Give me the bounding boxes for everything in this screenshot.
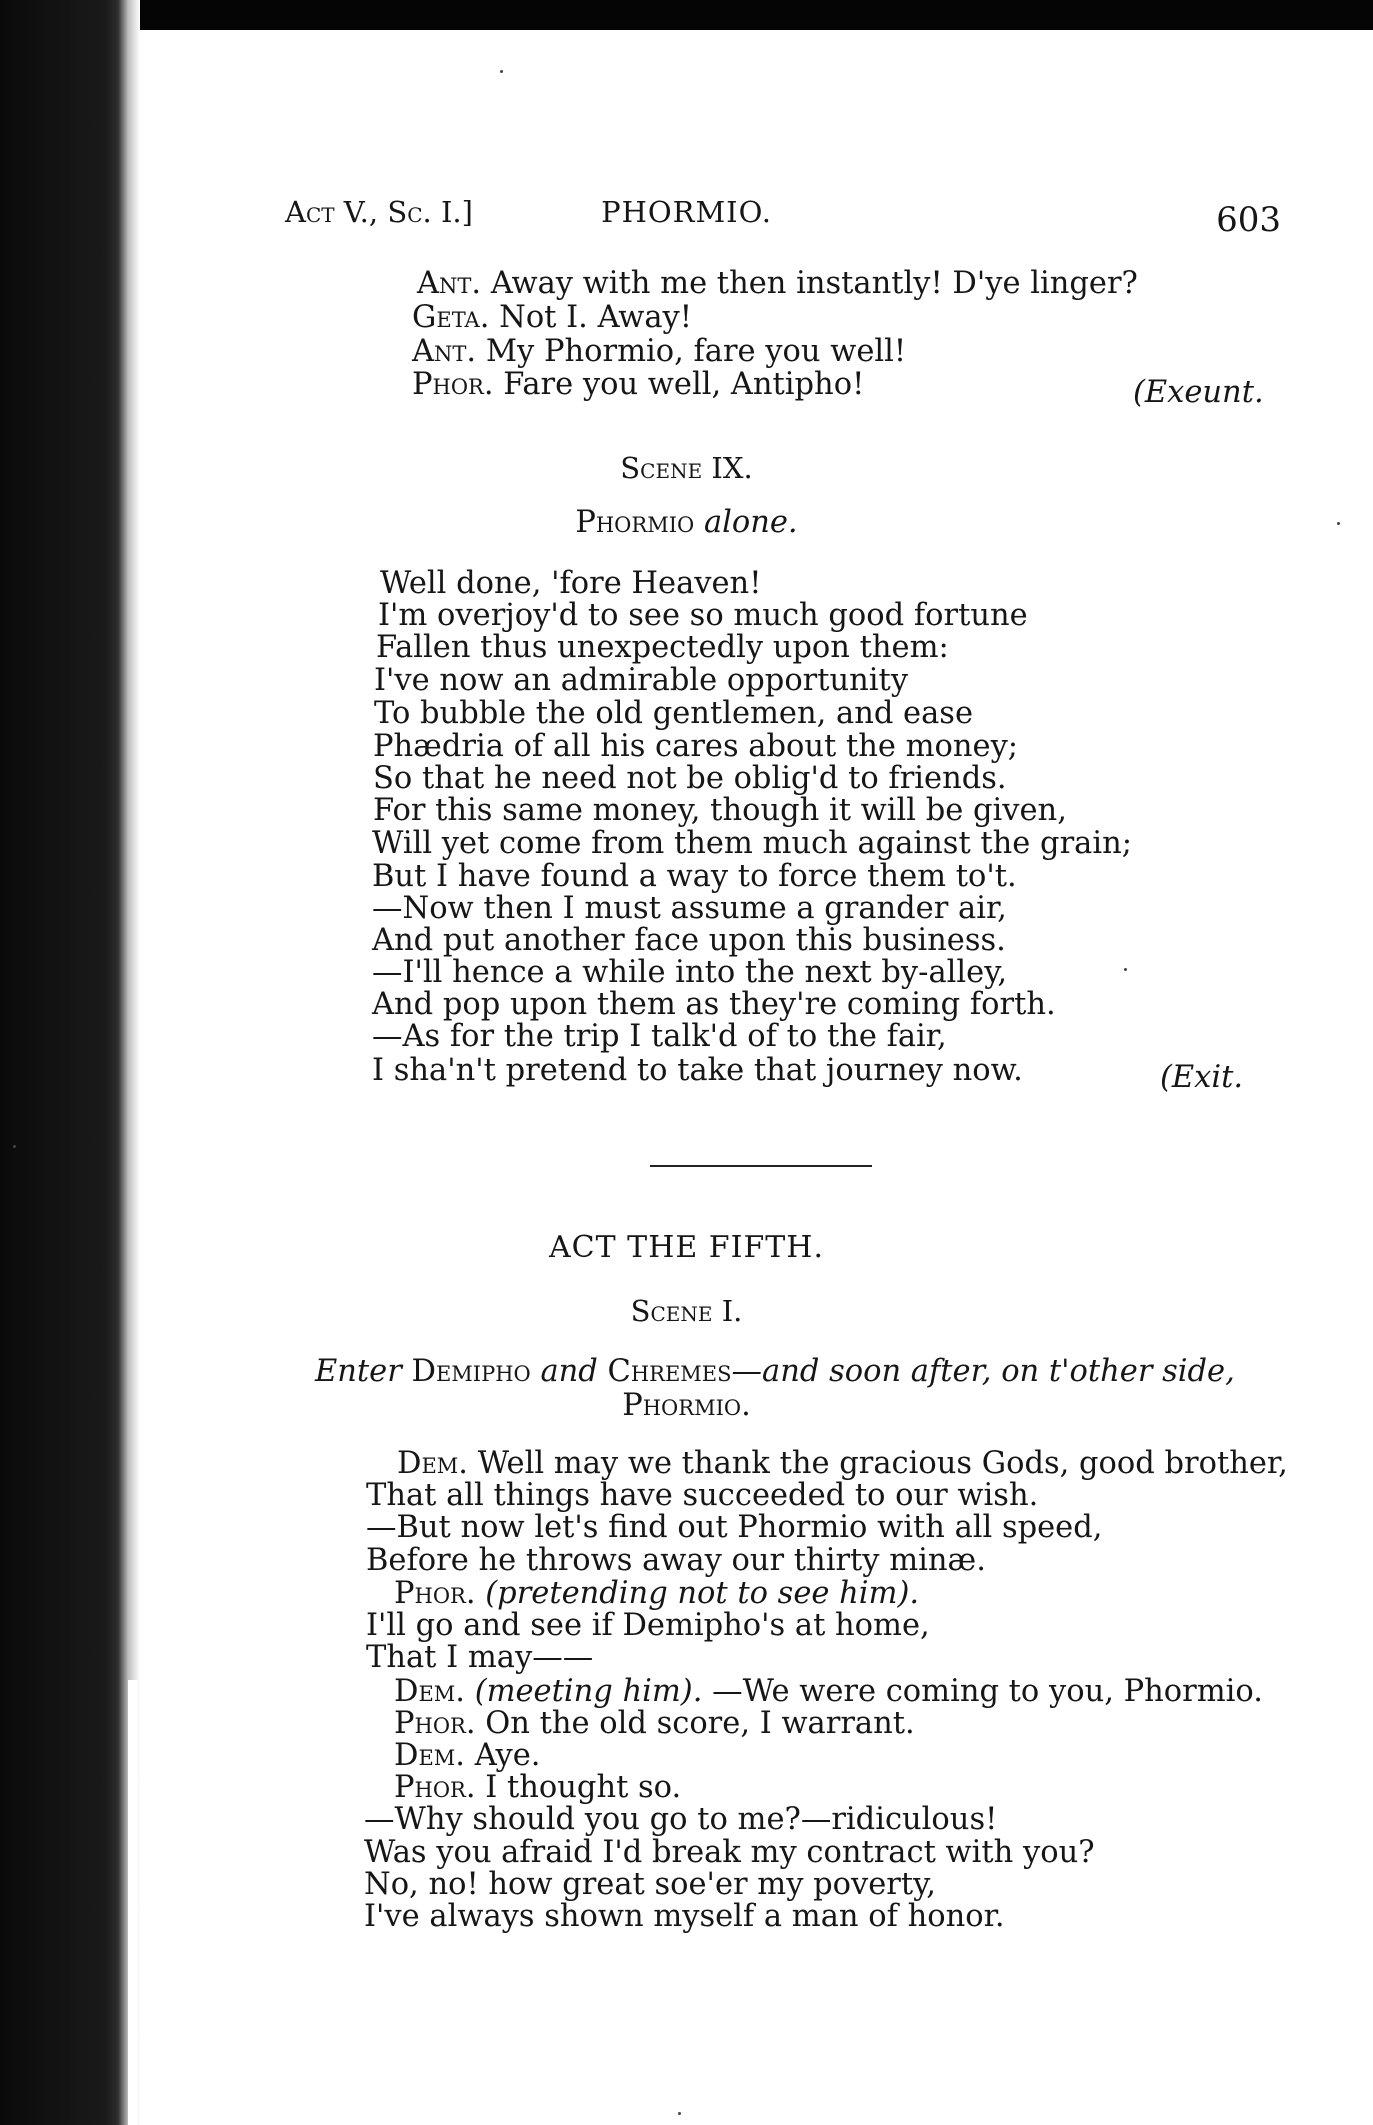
verse-line: Fallen thus unexpectedly upon them: — [376, 630, 949, 665]
header-title: PHORMIO. — [601, 195, 772, 229]
verse-line: I sha'n't pretend to take that journey now. — [372, 1053, 1023, 1088]
header-act-scene: Act V., Sc. I.] — [285, 195, 473, 229]
verse-line: For this same money, though it will be given, — [373, 793, 1067, 828]
verse-line: I'm overjoy'd to see so much good fortune — [378, 598, 1028, 633]
act-title: ACT THE FIFTH. — [549, 1230, 824, 1265]
dialogue-line: Dem. Aye. — [394, 1738, 541, 1773]
scan-border-top — [0, 0, 1373, 30]
dialogue-line: Phor. I thought so. — [394, 1770, 682, 1805]
verse-line: —But now let's find out Phormio with all speed, — [366, 1510, 1103, 1545]
verse-line: And pop upon them as they're coming forth. — [372, 987, 1056, 1022]
verse-line: Well done, 'fore Heaven! — [380, 566, 762, 601]
stage-direction-entrance-name: Phormio. — [622, 1388, 751, 1423]
dialogue-line: Ant. Away with me then instantly! D'ye linger? — [417, 266, 1138, 301]
verse-line: Was you afraid I'd break my contract with you? — [364, 1835, 1095, 1870]
dialogue-line: Dem. Well may we thank the gracious Gods, good brother, — [397, 1446, 1288, 1481]
dialogue-line: Dem. (meeting him). —We were coming to you, Phormio. — [394, 1674, 1263, 1709]
verse-line: That I may—— — [366, 1640, 594, 1675]
verse-line: Will yet come from them much against the grain; — [372, 826, 1133, 861]
verse-line: Before he throws away our thirty minæ. — [366, 1543, 986, 1578]
stage-direction-exeunt: (Exeunt. — [1133, 375, 1264, 410]
speck — [1124, 968, 1127, 971]
verse-line: So that he need not be oblig'd to friends. — [373, 761, 1007, 796]
act5-scene-title: Scene I. — [630, 1294, 743, 1328]
verse-line: —I'll hence a while into the next by-alley, — [372, 955, 1008, 990]
dialogue-line: Ant. My Phormio, fare you well! — [412, 334, 907, 369]
book-binding-shadow — [0, 0, 140, 2125]
verse-line: I've now an admirable opportunity — [374, 663, 909, 698]
verse-line: To bubble the old gentlemen, and ease — [374, 696, 973, 731]
verse-line: —Why should you go to me?—ridiculous! — [364, 1802, 998, 1837]
verse-line: No, no! how great soe'er my poverty, — [364, 1867, 936, 1902]
binding-edge — [128, 1680, 138, 2125]
speck — [500, 70, 503, 73]
stage-direction-exit: (Exit. — [1160, 1060, 1244, 1095]
stage-direction-entrance: Enter Demipho and Chremes—and soon after, on t'other side, — [315, 1354, 1235, 1389]
section-divider — [650, 1165, 872, 1167]
speck — [678, 2112, 681, 2115]
verse-line: I've always shown myself a man of honor. — [364, 1899, 1005, 1934]
verse-line: But I have found a way to force them to't. — [372, 859, 1017, 894]
verse-line: I'll go and see if Demipho's at home, — [366, 1608, 930, 1643]
dialogue-line: Phor. On the old score, I warrant. — [394, 1706, 915, 1741]
speck — [13, 1145, 16, 1148]
verse-line: That all things have succeeded to our wish. — [366, 1478, 1039, 1513]
verse-line: Phædria of all his cares about the money; — [373, 729, 1019, 764]
scene-ix-subtitle: Phormio alone. — [575, 505, 798, 540]
verse-line: —As for the trip I talk'd of to the fair, — [372, 1019, 947, 1054]
verse-line: —Now then I must assume a grander air, — [372, 891, 1007, 926]
verse-line: And put another face upon this business. — [372, 923, 1006, 958]
scene-ix-title: Scene IX. — [620, 451, 753, 485]
dialogue-line: Phor. (pretending not to see him). — [394, 1576, 920, 1611]
dialogue-line: Phor. Fare you well, Antipho! — [412, 367, 865, 402]
dialogue-line: Geta. Not I. Away! — [412, 300, 692, 335]
page-number: 603 — [1216, 200, 1281, 240]
